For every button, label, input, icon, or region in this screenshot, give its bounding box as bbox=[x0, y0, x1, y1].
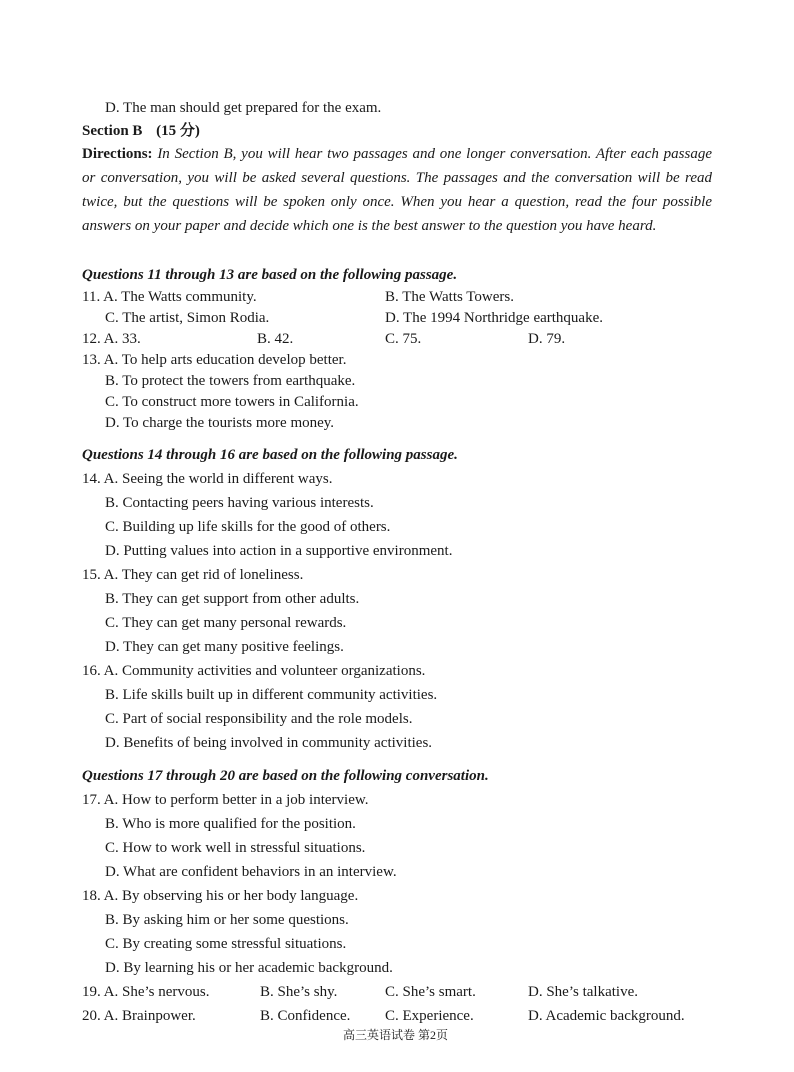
q17-option-a: 17. A. How to perform better in a job interview. bbox=[82, 792, 369, 808]
q15-option-c: C. They can get many personal rewards. bbox=[105, 615, 347, 631]
q20-option-d: D. Academic background. bbox=[528, 1008, 685, 1024]
q12-option-c: C. 75. bbox=[385, 331, 422, 347]
q12-option-a: 12. A. 33. bbox=[82, 331, 141, 347]
q19-option-c: C. She’s smart. bbox=[385, 984, 476, 1000]
q16-option-b: B. Life skills built up in different community activities. bbox=[105, 687, 438, 703]
q18-option-a: 18. A. By observing his or her body language. bbox=[82, 888, 359, 904]
q14-option-a: 14. A. Seeing the world in different ways. bbox=[82, 471, 333, 487]
q13-option-b: B. To protect the towers from earthquake. bbox=[105, 373, 356, 389]
q19-option-d: D. She’s talkative. bbox=[528, 984, 638, 1000]
q14-option-c: C. Building up life skills for the good of others. bbox=[105, 519, 391, 535]
q19-option-a: 19. A. She’s nervous. bbox=[82, 984, 210, 1000]
q15-option-a: 15. A. They can get rid of loneliness. bbox=[82, 567, 304, 583]
group-heading-11-13: Questions 11 through 13 are based on the following passage. bbox=[82, 267, 458, 283]
section-heading bbox=[82, 121, 200, 141]
q14-option-b: B. Contacting peers having various interests. bbox=[105, 495, 374, 511]
directions-paragraph bbox=[82, 143, 712, 239]
q20-option-a: 20. A. Brainpower. bbox=[82, 1008, 196, 1024]
section-score: (15 分) bbox=[156, 123, 200, 139]
q14-option-d: D. Putting values into action in a supportive environment. bbox=[105, 543, 453, 559]
q13-option-c: C. To construct more towers in California. bbox=[105, 394, 359, 410]
q18-option-d: D. By learning his or her academic background. bbox=[105, 960, 393, 976]
q17-option-c: C. How to work well in stressful situations. bbox=[105, 840, 366, 856]
page-footer: 高三英语试卷 第2页 bbox=[343, 1028, 449, 1042]
q20-option-b: B. Confidence. bbox=[260, 1008, 351, 1024]
q16-option-c: C. Part of social responsibility and the role models. bbox=[105, 711, 413, 727]
q12-option-d: D. 79. bbox=[528, 331, 566, 347]
q15-option-d: D. They can get many positive feelings. bbox=[105, 639, 344, 655]
q13-option-d: D. To charge the tourists more money. bbox=[105, 415, 335, 431]
q13-option-a: 13. A. To help arts education develop better. bbox=[82, 352, 347, 368]
q19-option-b: B. She’s shy. bbox=[260, 984, 338, 1000]
group-heading-14-16: Questions 14 through 16 are based on the following passage. bbox=[82, 447, 458, 463]
q11-option-c: C. The artist, Simon Rodia. bbox=[105, 310, 270, 326]
q16-option-d: D. Benefits of being involved in community activities. bbox=[105, 735, 433, 751]
q18-option-b: B. By asking him or her some questions. bbox=[105, 912, 349, 928]
q11-option-b: B. The Watts Towers. bbox=[385, 289, 514, 305]
directions-text: In Section B, you will hear two passages and one longer conversation. After each passage or conversation, you will be asked several questions. The passages and the conversation will be read twice, but the questions will be spoken only once. When you hear a question, read the four possible answers on your paper and decide which one is the best answer to the question you have heard. bbox=[82, 146, 713, 234]
q15-option-b: B. They can get support from other adults. bbox=[105, 591, 360, 607]
q17-option-b: B. Who is more qualified for the position. bbox=[105, 816, 356, 832]
q11-option-a: 11. A. The Watts community. bbox=[82, 289, 257, 305]
q11-option-d: D. The 1994 Northridge earthquake. bbox=[385, 310, 603, 326]
group-heading-17-20: Questions 17 through 20 are based on the following conversation. bbox=[82, 768, 489, 784]
previous-question-option: D. The man should get prepared for the exam. bbox=[105, 100, 382, 116]
q20-option-c: C. Experience. bbox=[385, 1008, 474, 1024]
q16-option-a: 16. A. Community activities and volunteer organizations. bbox=[82, 663, 426, 679]
section-title: Section B bbox=[82, 123, 143, 139]
directions-label: Directions: bbox=[82, 146, 153, 162]
q17-option-d: D. What are confident behaviors in an interview. bbox=[105, 864, 397, 880]
q18-option-c: C. By creating some stressful situations. bbox=[105, 936, 347, 952]
q12-option-b: B. 42. bbox=[257, 331, 294, 347]
